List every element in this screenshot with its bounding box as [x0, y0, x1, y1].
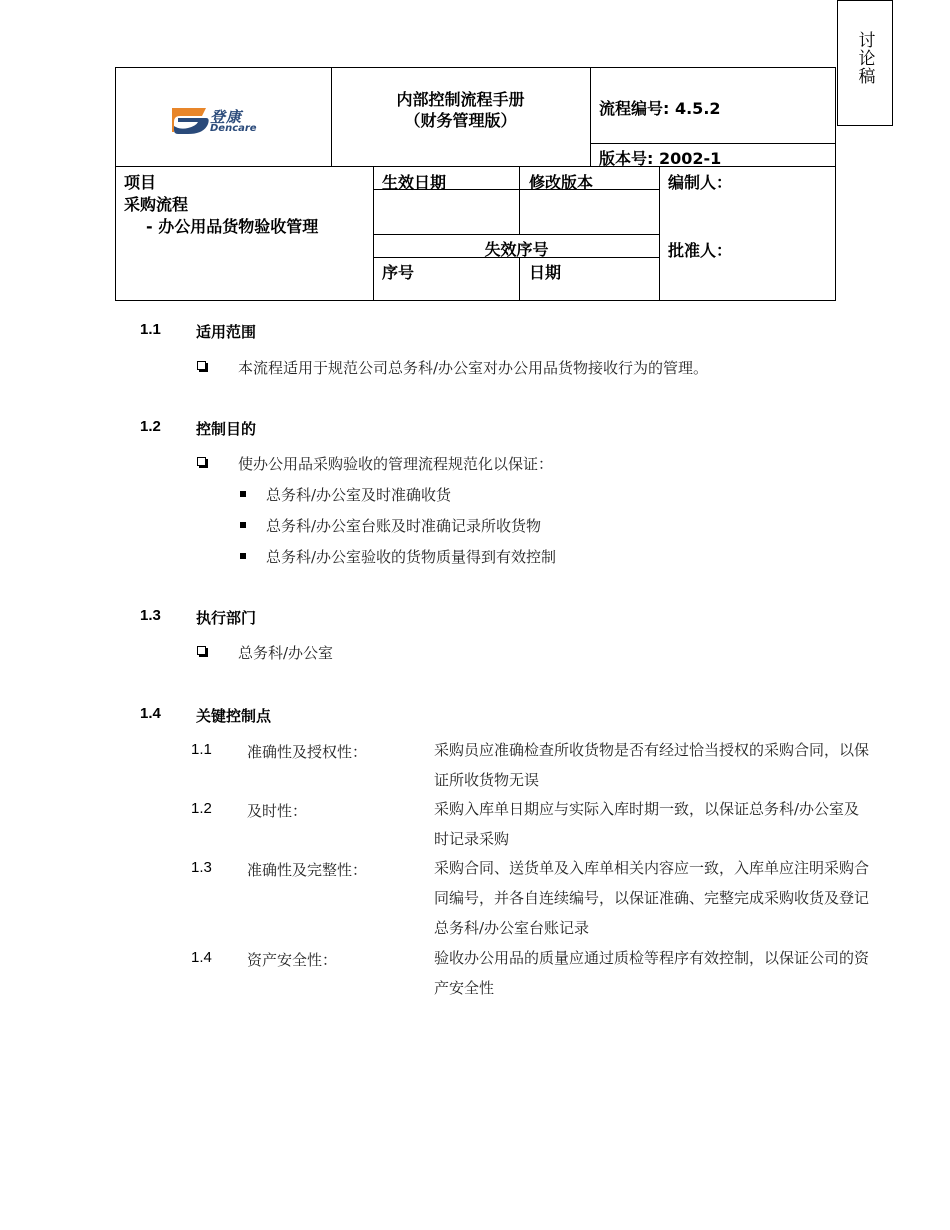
key-point-description: 采购员应准确检查所收货物是否有经过恰当授权的采购合同，以保证所收货物无误 — [434, 741, 870, 789]
key-point-label: 资产安全性： — [247, 951, 338, 969]
section-title: 适用范围 — [196, 323, 257, 341]
section-number: 1.4 — [140, 705, 161, 722]
draft-stamp-text: 讨论稿 — [854, 31, 875, 85]
seq-no-label: 序号 — [382, 263, 415, 282]
section-number: 1.2 — [140, 418, 161, 435]
item-subtitle: - 办公用品货物验收管理 — [146, 217, 319, 236]
key-point-number: 1.2 — [191, 800, 212, 817]
expiry-no-label: 失效序号 — [484, 240, 549, 259]
key-point-label: 及时性： — [247, 802, 308, 820]
process-number: 流程编号: 4.5.2 — [599, 99, 721, 118]
bullet-text: 总务科/办公室台账及时准确记录所收货物 — [266, 517, 542, 535]
key-point-number: 1.4 — [191, 949, 212, 966]
item-label: 项目 — [124, 173, 157, 192]
checkbox-bullet-icon — [197, 457, 206, 466]
checkbox-bullet-icon — [197, 646, 206, 655]
approver-label: 批准人： — [668, 241, 733, 260]
section-number: 1.3 — [140, 607, 161, 624]
key-point-description: 验收办公用品的质量应通过质检等程序有效控制，以保证公司的资产安全性 — [434, 949, 870, 997]
section-number: 1.1 — [140, 321, 161, 338]
logo-brand-en: Dencare — [210, 123, 257, 134]
manual-subtitle: （财务管理版） — [404, 111, 517, 130]
key-point-description: 采购入库单日期应与实际入库时期一致，以保证总务科/办公室及时记录采购 — [434, 800, 860, 848]
key-point-label: 准确性及完整性： — [247, 861, 368, 879]
section-text: 使办公用品采购验收的管理流程规范化以保证： — [238, 455, 554, 473]
manual-title: 内部控制流程手册 — [396, 90, 525, 109]
section-title: 执行部门 — [196, 609, 257, 627]
author-label: 编制人： — [668, 173, 733, 192]
version-number: 版本号: 2002-1 — [599, 149, 722, 168]
square-bullet-icon — [240, 491, 246, 497]
section-title: 关键控制点 — [196, 707, 272, 725]
draft-stamp — [837, 0, 893, 126]
section-text: 本流程适用于规范公司总务科/办公室对办公用品货物接收行为的管理。 — [238, 359, 709, 377]
item-value: 采购流程 — [124, 195, 189, 214]
key-point-description: 采购合同、送货单及入库单相关内容应一致，入库单应注明采购合同编号，并各自连续编号，以保证准确、完整完成采购收货及登记总务科/办公室台账记录 — [434, 859, 870, 937]
key-point-number: 1.1 — [191, 741, 212, 758]
square-bullet-icon — [240, 522, 246, 528]
company-logo — [170, 104, 270, 136]
square-bullet-icon — [240, 553, 246, 559]
key-point-number: 1.3 — [191, 859, 212, 876]
logo-mark-icon — [170, 104, 212, 136]
section-text: 总务科/办公室 — [238, 644, 334, 662]
logo-brand-cn: 登康 — [210, 108, 243, 126]
effective-date-label: 生效日期 — [382, 173, 447, 192]
checkbox-bullet-icon — [197, 361, 206, 370]
date-label: 日期 — [529, 263, 562, 282]
bullet-text: 总务科/办公室验收的货物质量得到有效控制 — [266, 548, 557, 566]
section-title: 控制目的 — [196, 420, 257, 438]
revision-label: 修改版本 — [529, 173, 594, 192]
bullet-text: 总务科/办公室及时准确收货 — [266, 486, 452, 504]
key-point-label: 准确性及授权性： — [247, 743, 368, 761]
